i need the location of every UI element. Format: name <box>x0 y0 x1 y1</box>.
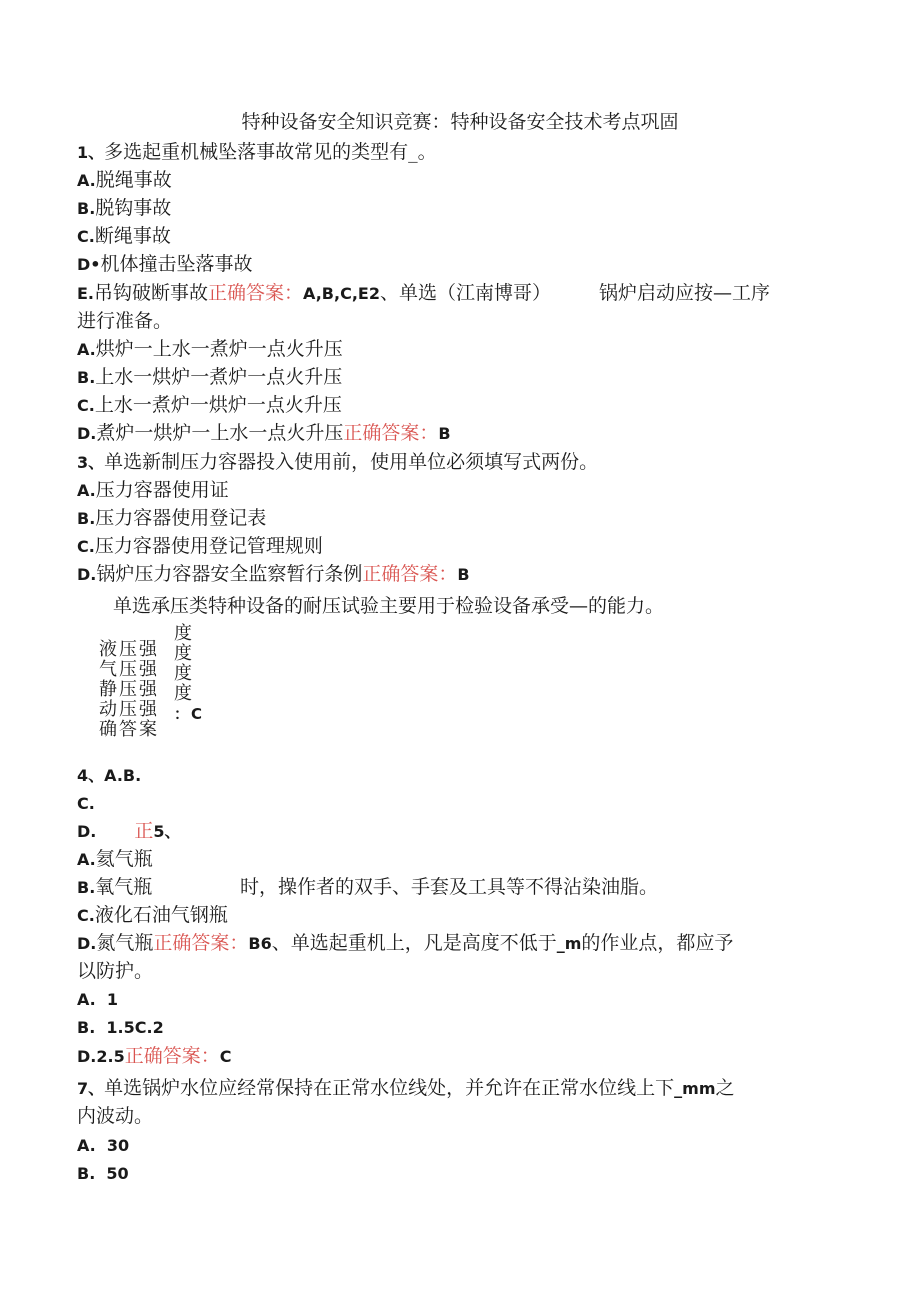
option-text: 30 <box>106 1136 130 1155</box>
option-b <box>77 196 171 221</box>
option-text: 氧气瓶 <box>95 876 153 898</box>
column-line: 度 <box>174 623 194 644</box>
answer-label: 正确答案： <box>124 1045 220 1067</box>
option-text: 脱钩事故 <box>95 197 172 219</box>
option-e <box>77 281 770 306</box>
option-d <box>77 562 470 587</box>
column-line: 动压强 <box>99 699 159 720</box>
option-letter: D• <box>77 255 101 274</box>
answer-value: C <box>219 1047 232 1066</box>
option-letter: D.2.5 <box>77 1047 125 1066</box>
option-letters: A.B. <box>104 766 142 785</box>
option-text: 断绳事故 <box>94 225 171 247</box>
option-letter: D. <box>77 424 97 443</box>
question-7 <box>77 1076 735 1101</box>
option-text: 烘炉一上水一煮炉一点火升压 <box>95 338 343 360</box>
answer-label: 正确答案： <box>153 932 249 954</box>
option-c <box>77 393 342 418</box>
option-letter: D. <box>77 934 97 953</box>
option-d <box>77 931 733 956</box>
option-letter: E. <box>77 284 95 303</box>
question-stem: 单选锅炉水位应经常保持在正常水位线处，并允许在正常水位线上下 <box>104 1077 675 1099</box>
question-6-stem: 、单选起重机上，凡是高度不低于 <box>271 932 557 954</box>
option-letter: C. <box>77 396 95 415</box>
option-b <box>77 1016 164 1040</box>
option-text: 氮气瓶 <box>96 932 154 954</box>
option-letter: A. <box>77 171 96 190</box>
question-2-stem-line2: 进行准备。 <box>77 310 173 332</box>
answer-label: 正确答案： <box>208 282 304 304</box>
question-2-stem: 、单选（江南博哥） <box>379 282 551 304</box>
option-text: 上水一煮炉一烘炉一点火升压 <box>94 394 342 416</box>
answer-value: B <box>457 565 470 584</box>
column-line: 确答案 <box>99 719 159 740</box>
option-b <box>77 1162 129 1186</box>
question-number: 7、 <box>77 1079 105 1098</box>
question-6-stem-cont: 的作业点，都应予 <box>581 932 734 954</box>
option-a <box>77 337 343 362</box>
question-4-options <box>77 763 141 788</box>
option-a <box>77 478 229 503</box>
option-letter: C. <box>77 537 95 556</box>
option-text: 1 <box>106 990 119 1009</box>
column-line: ：C <box>174 705 205 723</box>
option-letter: A. <box>77 481 96 500</box>
option-letter: A. <box>77 850 96 869</box>
option-a <box>77 847 153 872</box>
question-6-blank: _m <box>556 934 582 953</box>
answer-label: 正确答案： <box>343 422 439 444</box>
option-letter: C. <box>77 906 95 925</box>
option-letter: A. <box>77 340 96 359</box>
option-text: 50 <box>106 1164 129 1183</box>
column-text-2 <box>174 624 204 724</box>
option-letter: B. <box>77 878 96 897</box>
option-text: 锅炉压力容器安全监察暂行条例 <box>96 563 363 585</box>
question-stem-cont: 之 <box>715 1077 735 1099</box>
option-letter: D. <box>77 565 97 584</box>
page-title: 特种设备安全知识竞赛：特种设备安全技术考点巩固 <box>241 111 679 133</box>
option-letter: B. <box>77 1164 96 1183</box>
option-d <box>77 252 253 277</box>
option-letter: A. <box>77 1136 96 1155</box>
option-letter: B. <box>77 1018 96 1037</box>
option-text: 1.5C.2 <box>106 1018 164 1037</box>
option-text: 脱绳事故 <box>95 169 172 191</box>
option-text: 吊钩破断事故 <box>94 282 209 304</box>
option-c <box>77 791 95 816</box>
answer-value: A,B,C,E2 <box>303 284 380 303</box>
question-number: 5、 <box>153 822 181 841</box>
option-d <box>77 1044 231 1069</box>
option-text: 煮炉一烘炉一上水一点火升压 <box>96 422 344 444</box>
question-4-stem: 单选承压类特种设备的耐压试验主要用于检验设备承受—的能力。 <box>113 595 665 617</box>
question-number: 4、 <box>77 766 105 785</box>
option-d <box>77 819 181 844</box>
option-d <box>77 421 451 446</box>
option-a <box>77 1134 129 1158</box>
option-b <box>77 875 152 900</box>
option-letter: B. <box>77 199 96 218</box>
answer-value: B <box>438 424 451 443</box>
option-c <box>77 903 228 928</box>
column-line: 度 <box>174 663 194 684</box>
question-stem: 单选新制压力容器投入使用前，使用单位必须填写式两份。 <box>104 451 599 473</box>
answer-fragment: 正 <box>134 820 154 842</box>
column-line: 液压强 <box>99 639 159 660</box>
option-text: 压力容器使用登记表 <box>95 507 267 529</box>
column-line: 气压强 <box>99 659 159 680</box>
column-line: 度 <box>174 643 194 664</box>
question-3 <box>77 450 598 475</box>
option-b <box>77 506 266 531</box>
option-text: 压力容器使用登记管理规则 <box>94 535 323 557</box>
column-line: 静压强 <box>99 679 159 700</box>
option-letter: C. <box>77 794 95 813</box>
question-7-stem-line2: 内波动。 <box>77 1105 154 1127</box>
option-letter: C. <box>77 227 95 246</box>
answer-value: B6 <box>248 934 272 953</box>
option-letter: B. <box>77 368 96 387</box>
option-text: 机体撞击坠落事故 <box>100 253 253 275</box>
option-a <box>77 168 172 193</box>
column-text-1 <box>99 640 159 740</box>
question-1 <box>77 140 437 165</box>
question-stem: 多选起重机械坠落事故常见的类型有_。 <box>104 141 437 163</box>
question-5-stem: 时，操作者的双手、手套及工具等不得沾染油脂。 <box>240 876 659 898</box>
option-b <box>77 365 342 390</box>
option-a <box>77 988 118 1012</box>
option-text: 液化石油气钢瓶 <box>94 904 228 926</box>
question-number: 1、 <box>77 143 105 162</box>
option-text: 压力容器使用证 <box>95 479 229 501</box>
column-line: 度 <box>174 683 194 704</box>
option-c <box>77 224 171 249</box>
option-letter: A. <box>77 990 96 1009</box>
question-2-stem-cont: 锅炉启动应按—工序 <box>598 282 770 304</box>
option-letter: B. <box>77 509 96 528</box>
question-6-stem-line2: 以防护。 <box>77 960 154 982</box>
question-7-blank: _mm <box>674 1079 716 1098</box>
answer-label: 正确答案： <box>362 563 458 585</box>
option-text: 氦气瓶 <box>95 848 153 870</box>
option-letter: D. <box>77 822 97 841</box>
question-number: 3、 <box>77 453 105 472</box>
option-c <box>77 534 323 559</box>
option-text: 上水一烘炉一煮炉一点火升压 <box>95 366 343 388</box>
